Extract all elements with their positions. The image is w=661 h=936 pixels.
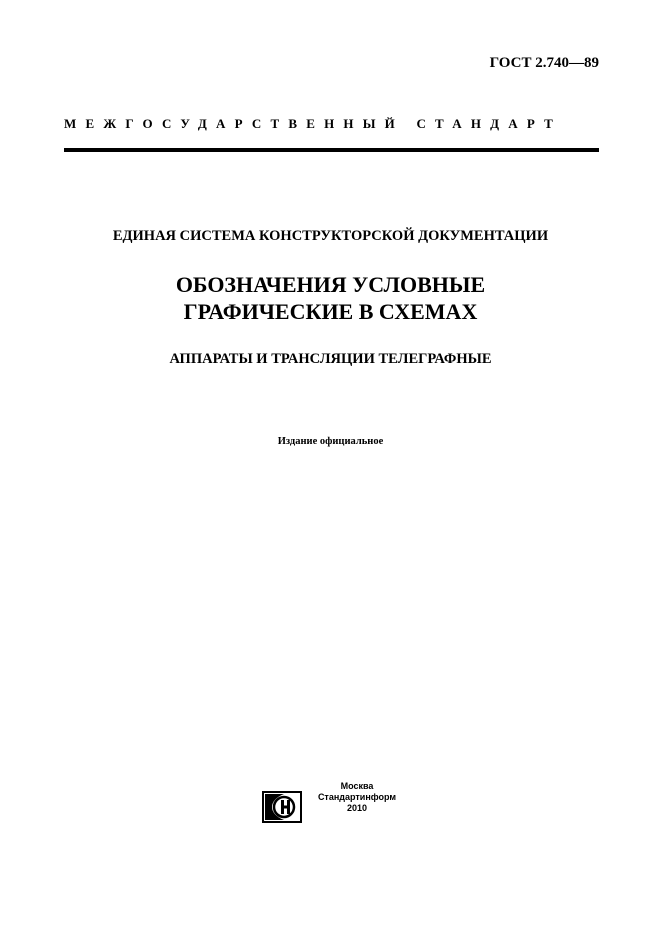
standartinform-logo-icon xyxy=(262,791,302,823)
publisher-city: Москва xyxy=(340,781,374,791)
main-title-line2: ГРАФИЧЕСКИЕ В СХЕМАХ xyxy=(183,299,478,324)
publication-year: 2010 xyxy=(346,803,368,813)
edition-note: Издание официальное xyxy=(277,436,384,447)
header-divider xyxy=(64,148,599,152)
document-number: ГОСТ 2.740—89 xyxy=(489,55,599,71)
publisher-name: Стандартинформ xyxy=(317,792,397,802)
main-title-line1: ОБОЗНАЧЕНИЯ УСЛОВНЫЕ xyxy=(175,272,486,297)
standard-type-heading: МЕЖГОСУДАРСТВЕННЫЙ СТАНДАРТ xyxy=(64,116,563,131)
publisher-block xyxy=(312,781,402,814)
main-title xyxy=(0,271,661,325)
system-title: ЕДИНАЯ СИСТЕМА КОНСТРУКТОРСКОЙ ДОКУМЕНТАЦИИ xyxy=(112,228,549,244)
subtitle: АППАРАТЫ И ТРАНСЛЯЦИИ ТЕЛЕГРАФНЫЕ xyxy=(169,351,492,367)
